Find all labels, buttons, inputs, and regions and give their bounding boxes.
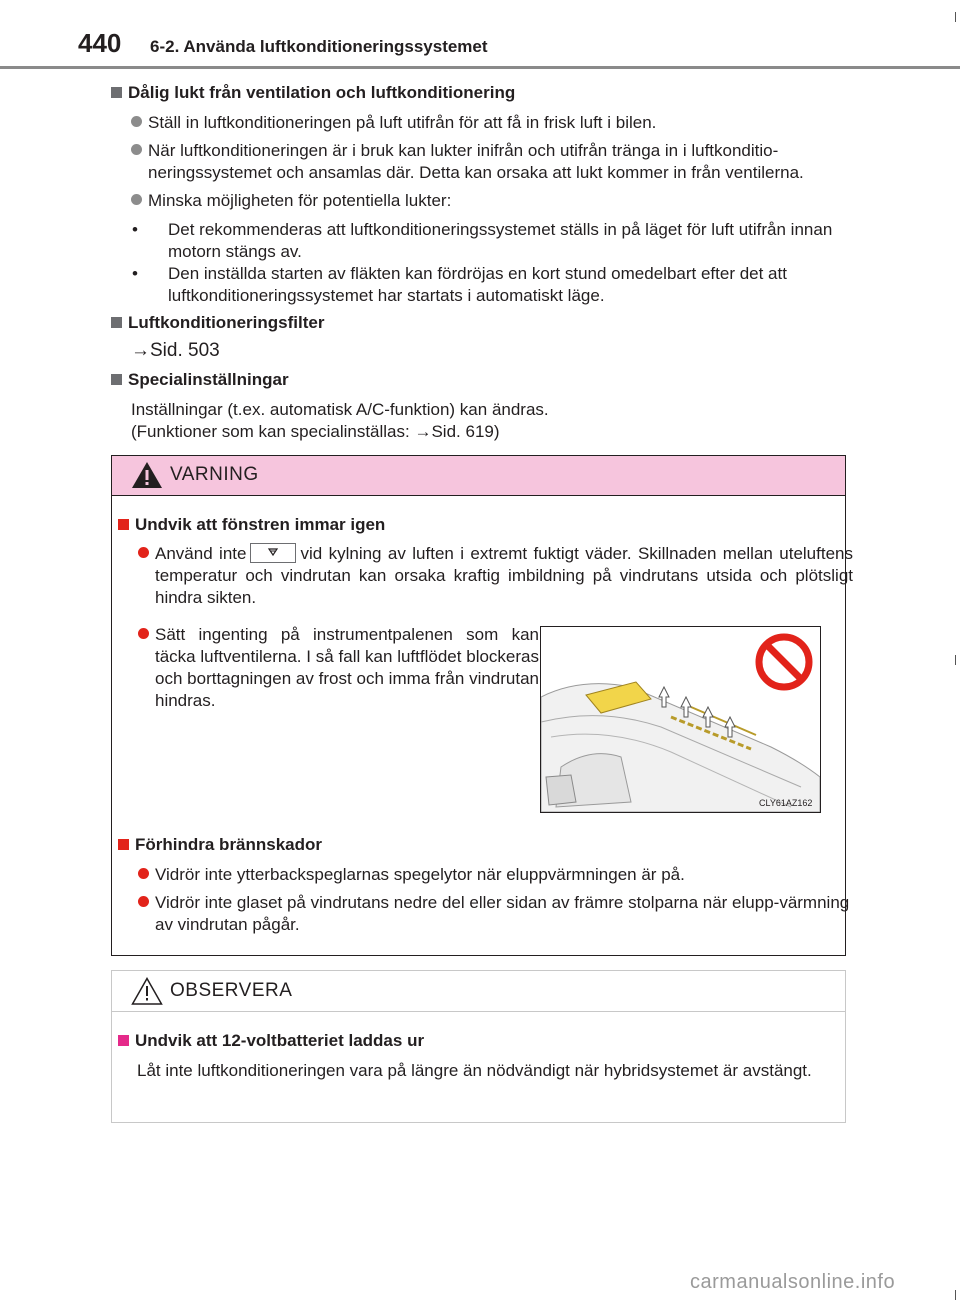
image-code: CLY61AZ162 — [759, 798, 813, 808]
warning-triangle-icon — [131, 461, 163, 489]
crop-mark — [955, 655, 956, 665]
square-bullet-icon — [111, 374, 122, 385]
bullet-item: Använd inte vid kylning av luften i extremt fuktigt väder. Skillnaden mellan uteluftens temperatur och vindrutan kan orsaka kraftig imbildning på vindrutans utsida och plötsligt hindra sikten. — [138, 543, 853, 609]
arrow-right-icon: → — [414, 422, 432, 441]
defroster-button-icon — [250, 543, 296, 563]
square-bullet-icon — [118, 519, 129, 530]
bullet-item: Sätt ingenting på instrumentpalenen som kan täcka luftventilerna. I så fall kan luftflödet blockeras och borttagningen av frost och imma från vindrutan hindras. — [138, 624, 539, 712]
square-bullet-icon — [111, 87, 122, 98]
circle-bullet-icon — [131, 194, 142, 205]
notice-header-rule — [112, 1011, 845, 1012]
warning-section-heading: Förhindra brännskador — [118, 835, 322, 855]
square-bullet-icon — [111, 317, 122, 328]
section-heading: Specialinställningar — [111, 370, 289, 390]
crop-mark — [955, 12, 956, 22]
bullet-item: När luftkonditioneringen är i bruk kan lukter inifrån och utifrån tränga in i luftkonditio-neringssystemet och ansamlas där. Detta kan orsaka att lukt kommer in från ventilerna. — [131, 140, 868, 184]
watermark: carmanualsonline.info — [690, 1271, 896, 1293]
bullet-item: Ställ in luftkonditioneringen på luft utifrån för att få in frisk luft i bilen. — [131, 112, 868, 134]
notice-section-heading: Undvik att 12-voltbatteriet laddas ur — [118, 1031, 424, 1051]
circle-bullet-icon — [138, 547, 149, 558]
square-bullet-icon — [118, 1035, 129, 1046]
circle-bullet-icon — [138, 628, 149, 639]
bullet-item: Vidrör inte glaset på vindrutans nedre del eller sidan av främre stolparna när elupp-värmning av vindrutan pågår. — [138, 892, 853, 936]
sub-bullet-item: • Den inställda starten av fläkten kan fördröjas en kort stund omedelbart efter det att luftkonditioneringssystemet har startats i automatiskt läge. — [132, 264, 787, 305]
circle-bullet-icon — [138, 868, 149, 879]
section-heading: Luftkonditioneringsfilter — [111, 313, 324, 333]
body-text: (Funktioner som kan specialinställas: →Sid. 619) — [131, 422, 500, 441]
header-rule — [0, 66, 960, 69]
arrow-right-icon: → — [131, 340, 150, 361]
page-number: 440 — [78, 28, 122, 58]
circle-bullet-icon — [131, 116, 142, 127]
caution-triangle-icon — [131, 977, 163, 1005]
body-text: Inställningar (t.ex. automatisk A/C-funktion) kan ändras. — [131, 400, 549, 419]
square-bullet-icon — [118, 839, 129, 850]
crop-mark — [955, 1290, 956, 1300]
sub-bullet-item: • Det rekommenderas att luftkonditioneringssystemet ställs in på läget för luft utifrån innan motorn stängs av. — [132, 220, 833, 261]
bullet-item: Vidrör inte ytterbackspeglarnas spegelytor när eluppvärmningen är på. — [138, 864, 853, 886]
warning-title: VARNING — [170, 464, 259, 485]
circle-bullet-icon — [138, 896, 149, 907]
page-reference[interactable]: Sid. 619) — [431, 422, 500, 441]
notice-text: Låt inte luftkonditioneringen vara på längre än nödvändigt när hybridsystemet är avstängt. — [137, 1061, 812, 1080]
dashboard-illustration — [540, 626, 821, 813]
chapter-title: 6-2. Använda luftkonditioneringssystemet — [150, 37, 488, 56]
notice-title: OBSERVERA — [170, 980, 293, 1001]
warning-section-heading: Undvik att fönstren immar igen — [118, 515, 385, 535]
section-heading: Dålig lukt från ventilation och luftkonditionering — [111, 83, 515, 103]
page-reference[interactable]: →Sid. 503 — [131, 340, 220, 361]
bullet-item: Minska möjligheten för potentiella lukter: — [131, 190, 868, 212]
circle-bullet-icon — [131, 144, 142, 155]
